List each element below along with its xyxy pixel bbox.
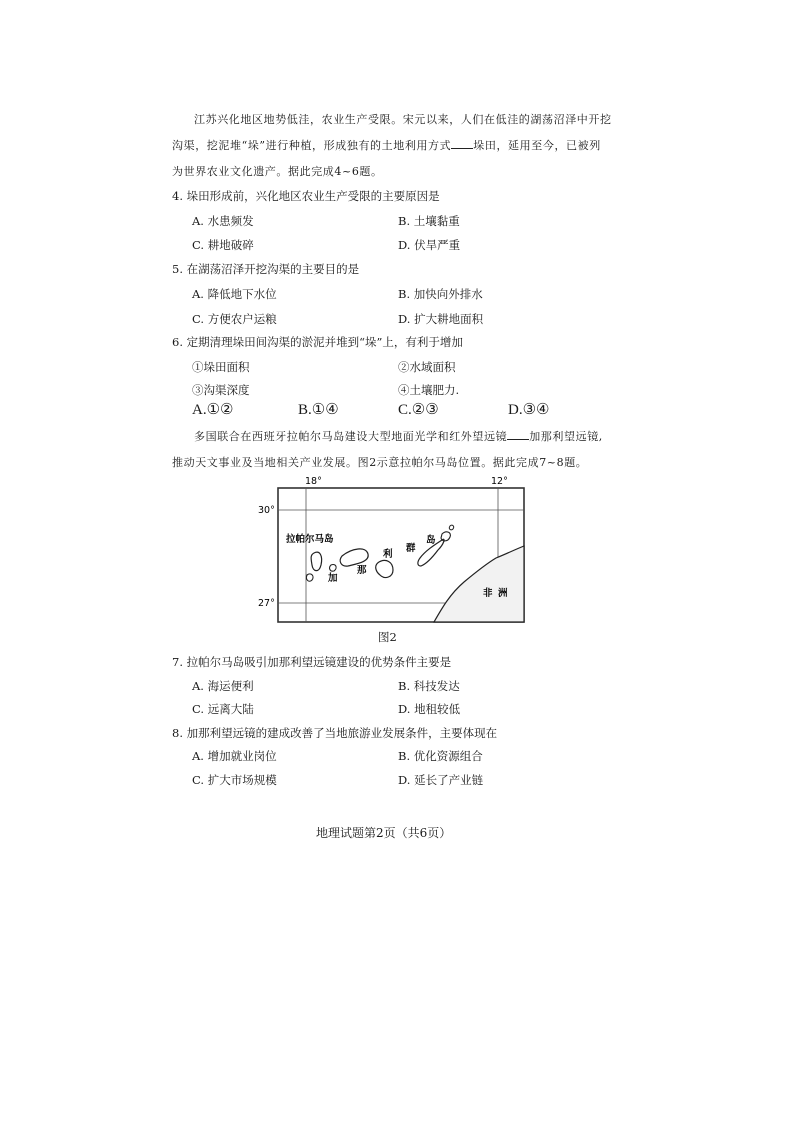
q6-option-a[interactable]: A.①② bbox=[192, 402, 234, 418]
q4-option-a[interactable]: A. 水患频发 bbox=[192, 214, 254, 228]
figure-caption: 图2 bbox=[378, 630, 397, 644]
passage-2 bbox=[172, 424, 612, 476]
q5-option-d[interactable]: D. 扩大耕地面积 bbox=[398, 312, 484, 326]
q5-option-a[interactable]: A. 降低地下水位 bbox=[192, 287, 277, 301]
q8-option-a[interactable]: A. 增加就业岗位 bbox=[192, 749, 277, 763]
q4-option-c[interactable]: C. 耕地破碎 bbox=[192, 238, 254, 252]
label-jia: 加 bbox=[328, 573, 338, 584]
question-6-stem: 6. 定期清理垛田间沟渠的淤泥并堆到“垛”上，有利于增加 bbox=[172, 335, 463, 349]
question-7-stem: 7. 拉帕尔马岛吸引加那利望远镜建设的优势条件主要是 bbox=[172, 655, 452, 669]
q6-option-d[interactable]: D.③④ bbox=[508, 402, 550, 418]
q7-option-d[interactable]: D. 地租较低 bbox=[398, 702, 461, 716]
q8-option-c[interactable]: C. 扩大市场规模 bbox=[192, 773, 277, 787]
q4-option-b[interactable]: B. 土壤黏重 bbox=[398, 214, 460, 228]
page-footer: 地理试题第2页（共6页） bbox=[316, 826, 452, 840]
canary-islands-map bbox=[250, 474, 540, 626]
q7-option-a[interactable]: A. 海运便利 bbox=[192, 679, 254, 693]
label-qun: 群 bbox=[406, 543, 416, 554]
label-fei: 非 bbox=[483, 588, 493, 599]
passage-1-line-3: 为世界农业文化遗产。据此完成4~6题。 bbox=[172, 165, 383, 178]
passage-2-line-1: 多国联合在西班牙拉帕尔马岛建设大型地面光学和红外望远镜 加那利望远镜, bbox=[194, 430, 603, 443]
q6-statement-1: ①垛田面积 bbox=[192, 360, 250, 374]
label-na: 那 bbox=[357, 565, 367, 576]
passage-2-line-2: 推动天文事业及当地相关产业发展。图2示意拉帕尔马岛位置。据此完成7~8题。 bbox=[172, 456, 588, 469]
la-palma-label: 拉帕尔马岛 bbox=[286, 534, 334, 545]
lat-label-bottom: 27° bbox=[258, 598, 275, 609]
lon-label-left: 18° bbox=[305, 476, 322, 487]
q7-option-c[interactable]: C. 远离大陆 bbox=[192, 702, 254, 716]
q6-statement-4: ④土壤肥力. bbox=[398, 383, 460, 397]
question-8-stem: 8. 加那利望远镜的建成改善了当地旅游业发展条件，主要体现在 bbox=[172, 726, 498, 740]
lon-label-right: 12° bbox=[491, 476, 508, 487]
passage-1-line-2: 沟渠，挖泥堆“垛”进行种植，形成独有的土地利用方式 垛田，延用至今，已被列 bbox=[172, 139, 601, 152]
label-zhou: 洲 bbox=[498, 588, 508, 599]
q6-option-c[interactable]: C.②③ bbox=[398, 402, 439, 418]
q7-option-b[interactable]: B. 科技发达 bbox=[398, 679, 460, 693]
q5-option-c[interactable]: C. 方便农户运粮 bbox=[192, 312, 277, 326]
fill-blank[interactable] bbox=[507, 428, 529, 440]
q8-option-d[interactable]: D. 延长了产业链 bbox=[398, 773, 484, 787]
question-4-stem: 4. 垛田形成前，兴化地区农业生产受限的主要原因是 bbox=[172, 189, 440, 203]
q8-option-b[interactable]: B. 优化资源组合 bbox=[398, 749, 483, 763]
passage-1-line-1: 江苏兴化地区地势低洼，农业生产受限。宋元以来，人们在低洼的湖荡沼泽中开挖 bbox=[194, 113, 612, 126]
label-dao: 岛 bbox=[426, 535, 436, 546]
q4-option-d[interactable]: D. 伏旱严重 bbox=[398, 238, 461, 252]
q6-option-b[interactable]: B.①④ bbox=[298, 402, 339, 418]
q6-statement-3: ③沟渠深度 bbox=[192, 383, 250, 397]
lat-label-top: 30° bbox=[258, 505, 275, 516]
label-li: 利 bbox=[383, 549, 393, 560]
fill-blank[interactable] bbox=[451, 137, 473, 149]
q6-statement-2: ②水域面积 bbox=[398, 360, 456, 374]
q5-option-b[interactable]: B. 加快向外排水 bbox=[398, 287, 483, 301]
question-5-stem: 5. 在湖荡沼泽开挖沟渠的主要目的是 bbox=[172, 262, 360, 276]
passage-1 bbox=[172, 107, 612, 185]
